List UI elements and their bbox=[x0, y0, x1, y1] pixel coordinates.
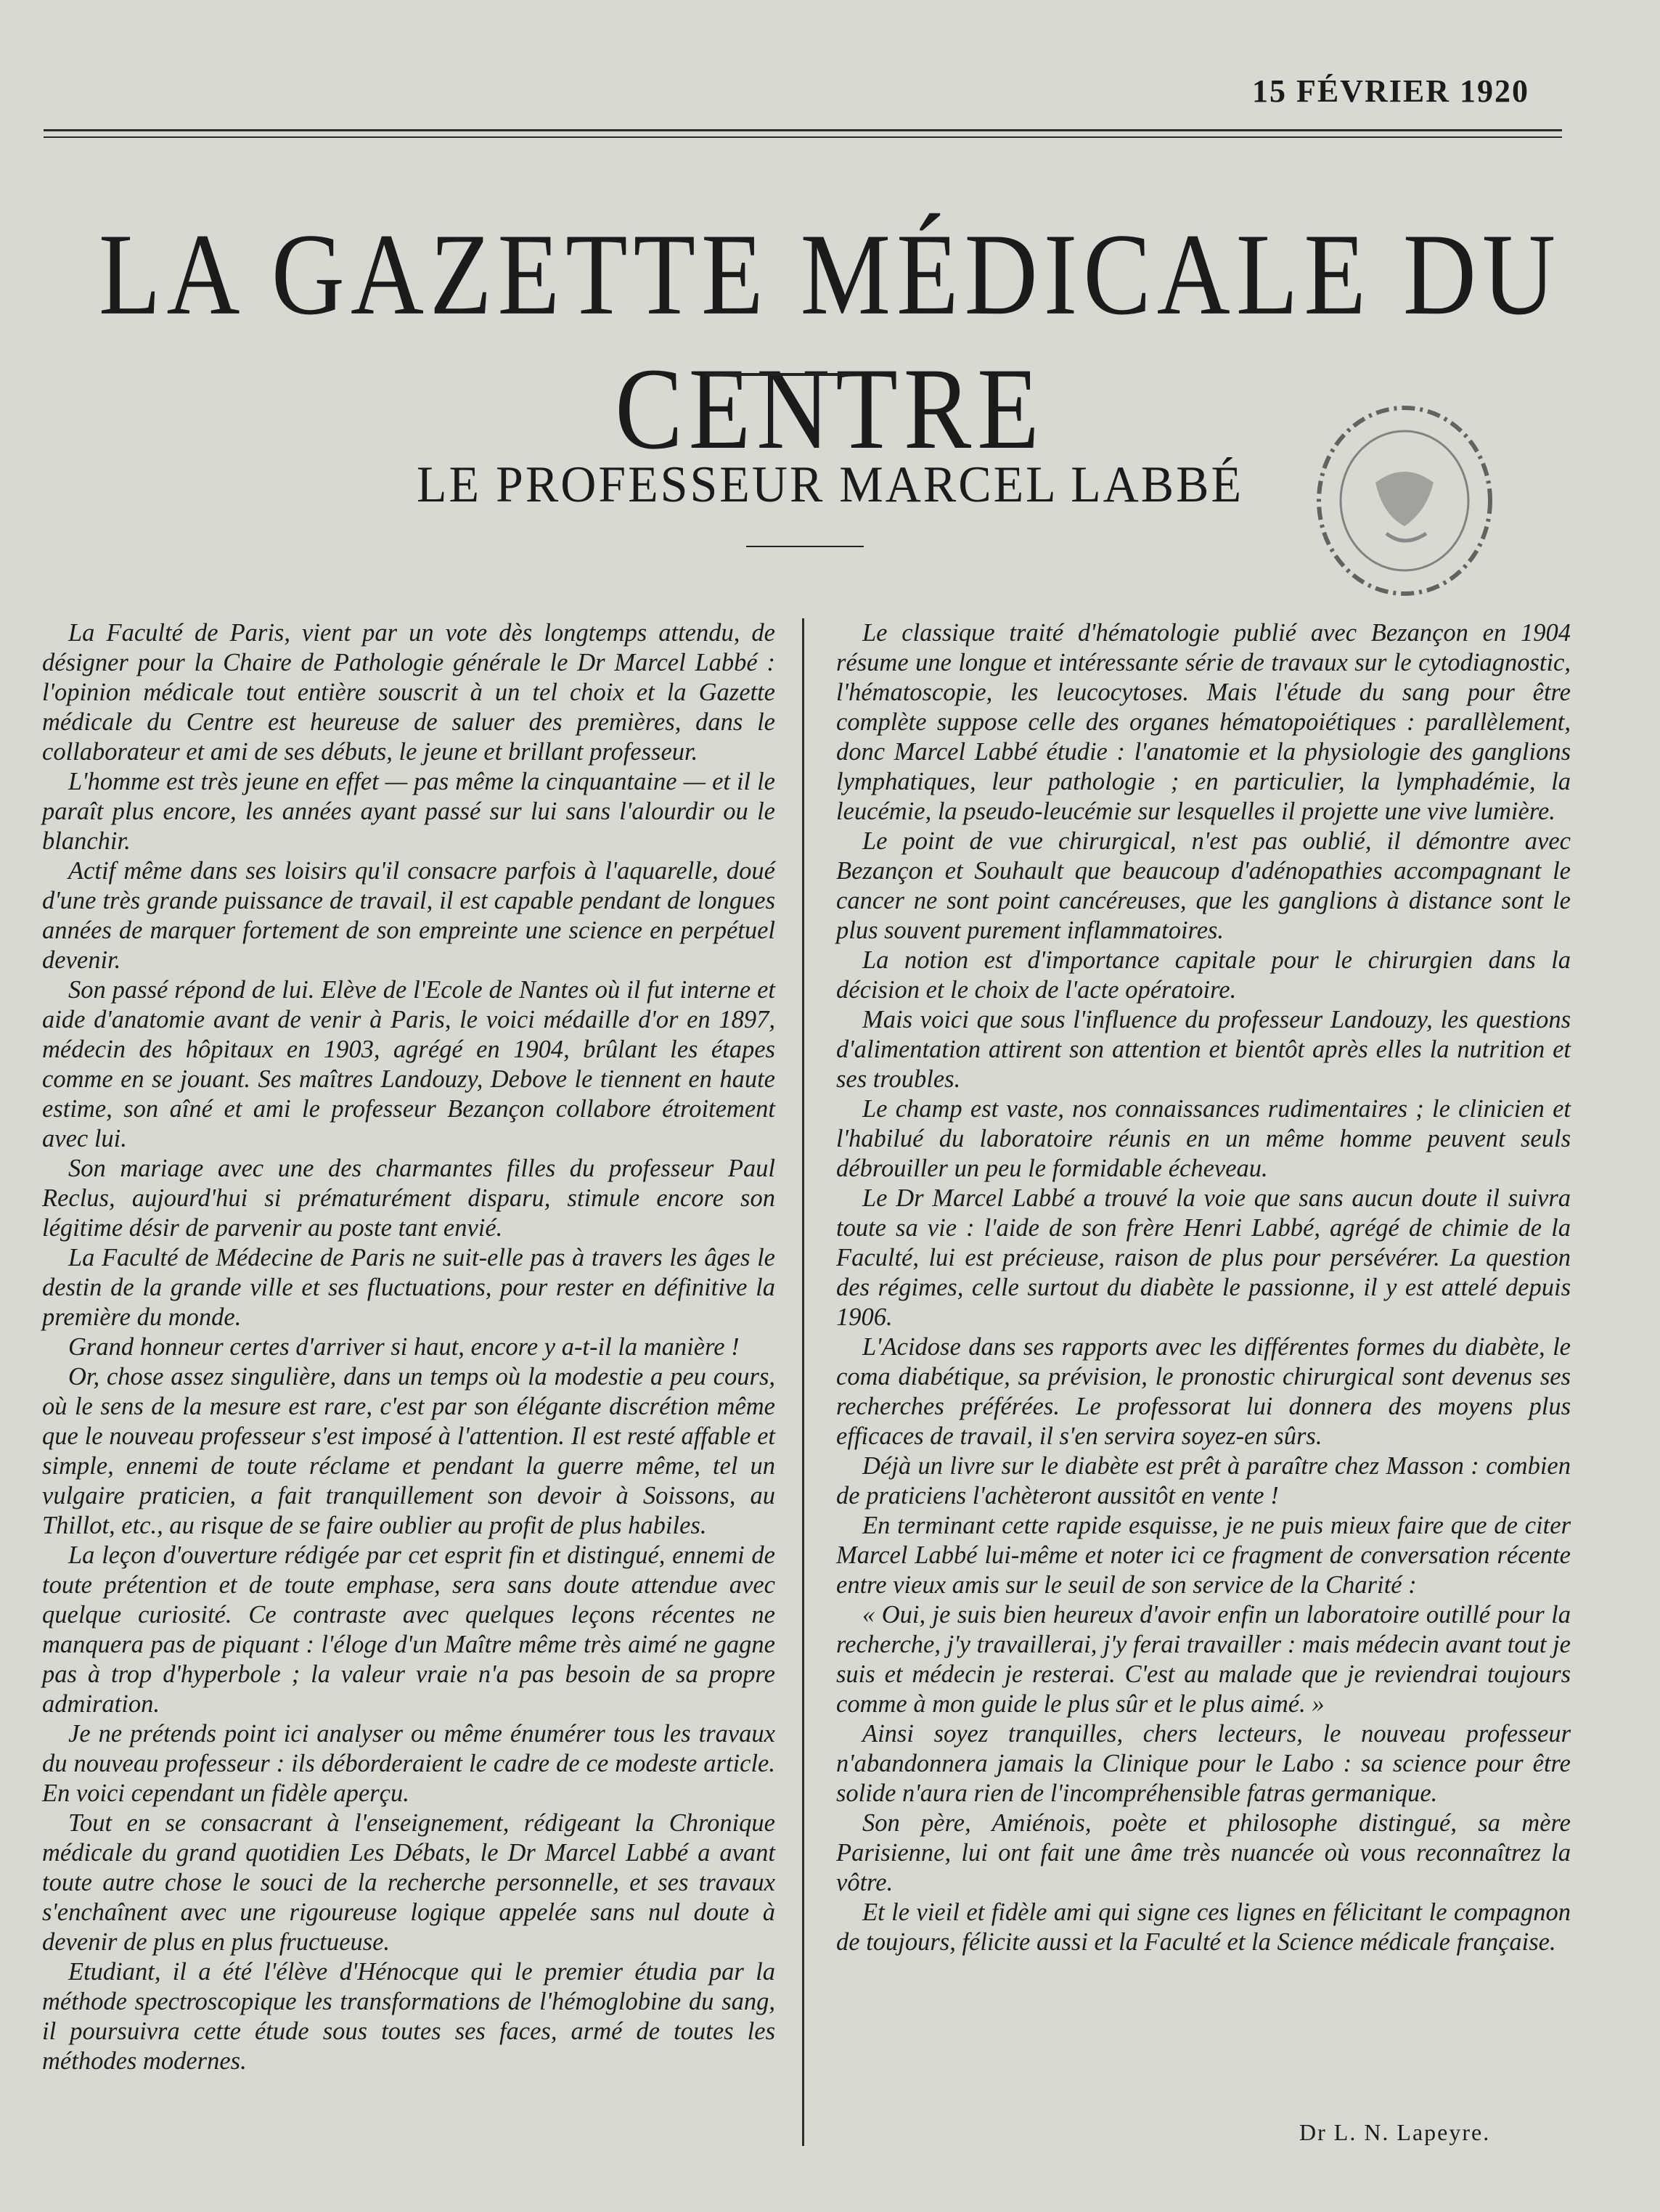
paragraph: Le classique traité d'hématologie publié avec Bezançon en 1904 résume une longue et intéressante série de travaux sur le cytodiagnostic, l'hématoscopie, les leucocytoses. Mais l'étude du sang pour être complète suppose celle des organes hématopoiétiques : parallèlement, donc Marcel Labbé étudie : l'anatomie et la physiologie des ganglions lymphatiques, leur pathologie ; en particulier, la lymphadémie, la leucémie, la pseudo-leucémie sur lesquelles il projette une vive lumière. bbox=[836, 619, 1571, 825]
paragraph: Grand honneur certes d'arriver si haut, encore y a-t-il la manière ! bbox=[68, 1333, 740, 1361]
article-title: LE PROFESSEUR MARCEL LABBÉ bbox=[416, 455, 1244, 513]
header-rule bbox=[44, 129, 1562, 131]
paragraph: Et le vieil et fidèle ami qui signe ces lignes en félicitant le compagnon de toujours, félicite aussi et la Faculté et la Science médicale française. bbox=[836, 1898, 1571, 1956]
paragraph: L'homme est très jeune en effet — pas même la cinquantaine — et il le paraît plus encore, les années ayant passé sur lui sans l'alourdir ou le blanchir. bbox=[42, 768, 775, 855]
paragraph: La Faculté de Médecine de Paris ne suit-elle pas à travers les âges le destin de la grande ville et ses fluctuations, pour rester en définitive la première du monde. bbox=[42, 1244, 775, 1331]
paragraph: Etudiant, il a été l'élève d'Hénocque qui le premier étudia par la méthode spectroscopique les transformations de l'hémoglobine du sang, il poursuivra cette étude sous toutes ses faces, armé de toutes les méthodes modernes. bbox=[42, 1958, 775, 2075]
paragraph: La Faculté de Paris, vient par un vote dès longtemps attendu, de désigner pour la Chaire de Pathologie générale le Dr Marcel Labbé : l'opinion médicale tout entière souscrit à un tel choix et la Gazette médicale du Centre est heureuse de saluer des premières, dans le collaborateur et ami de ses débuts, le jeune et brillant professeur. bbox=[42, 619, 775, 766]
library-stamp-icon bbox=[1307, 396, 1502, 606]
paragraph: Mais voici que sous l'influence du professeur Landouzy, les questions d'alimentation attirent son attention et bientôt après elles la nutrition et ses troubles. bbox=[836, 1006, 1571, 1093]
paragraph: Le point de vue chirurgical, n'est pas oublié, il démontre avec Bezançon et Souhault que beaucoup d'adénopathies accompagnant le cancer ne sont point cancéreuses, que les ganglions à distance sont le plus souvent purement inflammatoires. bbox=[836, 827, 1571, 944]
masthead-divider bbox=[706, 373, 851, 376]
paragraph: Ainsi soyez tranquilles, chers lecteurs, le nouveau professeur n'abandonnera jamais la Clinique pour le Labo : sa science pour être solide n'aura rien de l'incompréhensible fatras germanique. bbox=[836, 1720, 1571, 1807]
paragraph: En terminant cette rapide esquisse, je ne puis mieux faire que de citer Marcel Labbé lui-même et noter ici ce fragment de conversation récente entre vieux amis sur le seuil de son service de la Charité : bbox=[836, 1512, 1571, 1599]
issue-date: 15 FÉVRIER 1920 bbox=[1251, 73, 1529, 109]
paragraph: Déjà un livre sur le diabète est prêt à paraître chez Masson : combien de praticiens l'achèteront aussitôt en vente ! bbox=[836, 1452, 1571, 1510]
paragraph: Son mariage avec une des charmantes filles du professeur Paul Reclus, aujourd'hui si prématurément disparu, stimule encore son légitime désir de parvenir au poste tant envié. bbox=[42, 1155, 775, 1242]
paragraph: La notion est d'importance capitale pour le chirurgien dans la décision et le choix de l'acte opératoire. bbox=[836, 946, 1571, 1004]
paragraph: Son passé répond de lui. Elève de l'Ecole de Nantes où il fut interne et aide d'anatomie avant de venir à Paris, le voici médaille d'or en 1897, médecin des hôpitaux en 1903, agrégé en 1904, brûlant les étapes comme en se jouant. Ses maîtres Landouzy, Debove le tiennent en haute estime, son aîné et ami le professeur Bezançon collabore étroitement avec lui. bbox=[42, 976, 775, 1152]
paragraph: Actif même dans ses loisirs qu'il consacre parfois à l'aquarelle, doué d'une très grande puissance de travail, il est capable pendant de longues années de marquer fortement de son empreinte une science en perpétuel devenir. bbox=[42, 857, 775, 974]
paragraph: Son père, Amiénois, poète et philosophe distingué, sa mère Parisienne, lui ont fait une âme très nuancée où vous reconnaîtrez la vôtre. bbox=[836, 1809, 1571, 1896]
paragraph: La leçon d'ouverture rédigée par cet esprit fin et distingué, ennemi de toute prétention et de toute emphase, sera sans doute attendue avec quelque curiosité. Ce contraste avec quelques leçons récentes ne manquera pas de piquant : l'éloge d'un Maître même très aimé ne gagne pas à trop d'hyperbole ; la valeur vraie n'a pas besoin de sa propre admiration. bbox=[42, 1541, 775, 1718]
paragraph: Je ne prétends point ici analyser ou même énumérer tous les travaux du nouveau professeur : ils déborderaient le cadre de ce modeste article. En voici cependant un fidèle aperçu. bbox=[42, 1720, 775, 1807]
article-column-left bbox=[42, 618, 775, 2076]
author-signature: Dr L. N. Lapeyre. bbox=[1299, 2119, 1491, 2145]
paragraph: « Oui, je suis bien heureux d'avoir enfin un laboratoire outillé pour la recherche, j'y travaillerai, j'y ferai travailler : mais médecin avant tout je suis et médecin je resterai. C'est au malade que je reviendrai toujours comme à mon guide le plus sûr et le plus aimé. » bbox=[836, 1601, 1571, 1718]
masthead-title: LA GAZETTE MÉDICALE DU CENTRE bbox=[98, 210, 1562, 474]
header-rule-secondary bbox=[44, 136, 1562, 138]
paragraph: Or, chose assez singulière, dans un temps où la modestie a peu cours, où le sens de la mesure est rare, c'est par son élégante discrétion même que le nouveau professeur s'est imposé à l'attention. Il est resté affable et simple, ennemi de toute réclame et pendant la guerre même, tel un vulgaire praticien, a fait tranquillement son devoir à Soissons, au Thillot, etc., au risque de se faire oublier au profit de plus habiles. bbox=[42, 1363, 775, 1539]
paragraph: L'Acidose dans ses rapports avec les différentes formes du diabète, le coma diabétique, sa prévision, le pronostic chirurgical sont devenus ses recherches préférées. Le professorat lui donnera des moyens plus efficaces de travail, il s'en servira soyez-en sûrs. bbox=[836, 1333, 1571, 1450]
paragraph: Le Dr Marcel Labbé a trouvé la voie que sans aucun doute il suivra toute sa vie : l'aide de son frère Henri Labbé, agrégé de chimie de la Faculté, lui est précieuse, raison de plus pour persévérer. La question des régimes, celle surtout du diabète le passionne, il y est attelé depuis 1906. bbox=[836, 1184, 1571, 1331]
paragraph: Tout en se consacrant à l'enseignement, rédigeant la Chronique médicale du grand quotidien Les Débats, le Dr Marcel Labbé a avant toute autre chose le souci de la recherche personnelle, et ses travaux s'enchaînent avec une rigoureuse logique appelée sans nul doute à devenir de plus en plus fructueuse. bbox=[42, 1809, 775, 1956]
column-divider bbox=[802, 618, 804, 2146]
title-divider bbox=[746, 546, 864, 547]
article-column-right bbox=[836, 618, 1571, 1957]
paragraph: Le champ est vaste, nos connaissances rudimentaires ; le clinicien et l'habilué du laboratoire réunis en un même homme peuvent seuls débrouiller un peu le formidable écheveau. bbox=[836, 1095, 1571, 1182]
